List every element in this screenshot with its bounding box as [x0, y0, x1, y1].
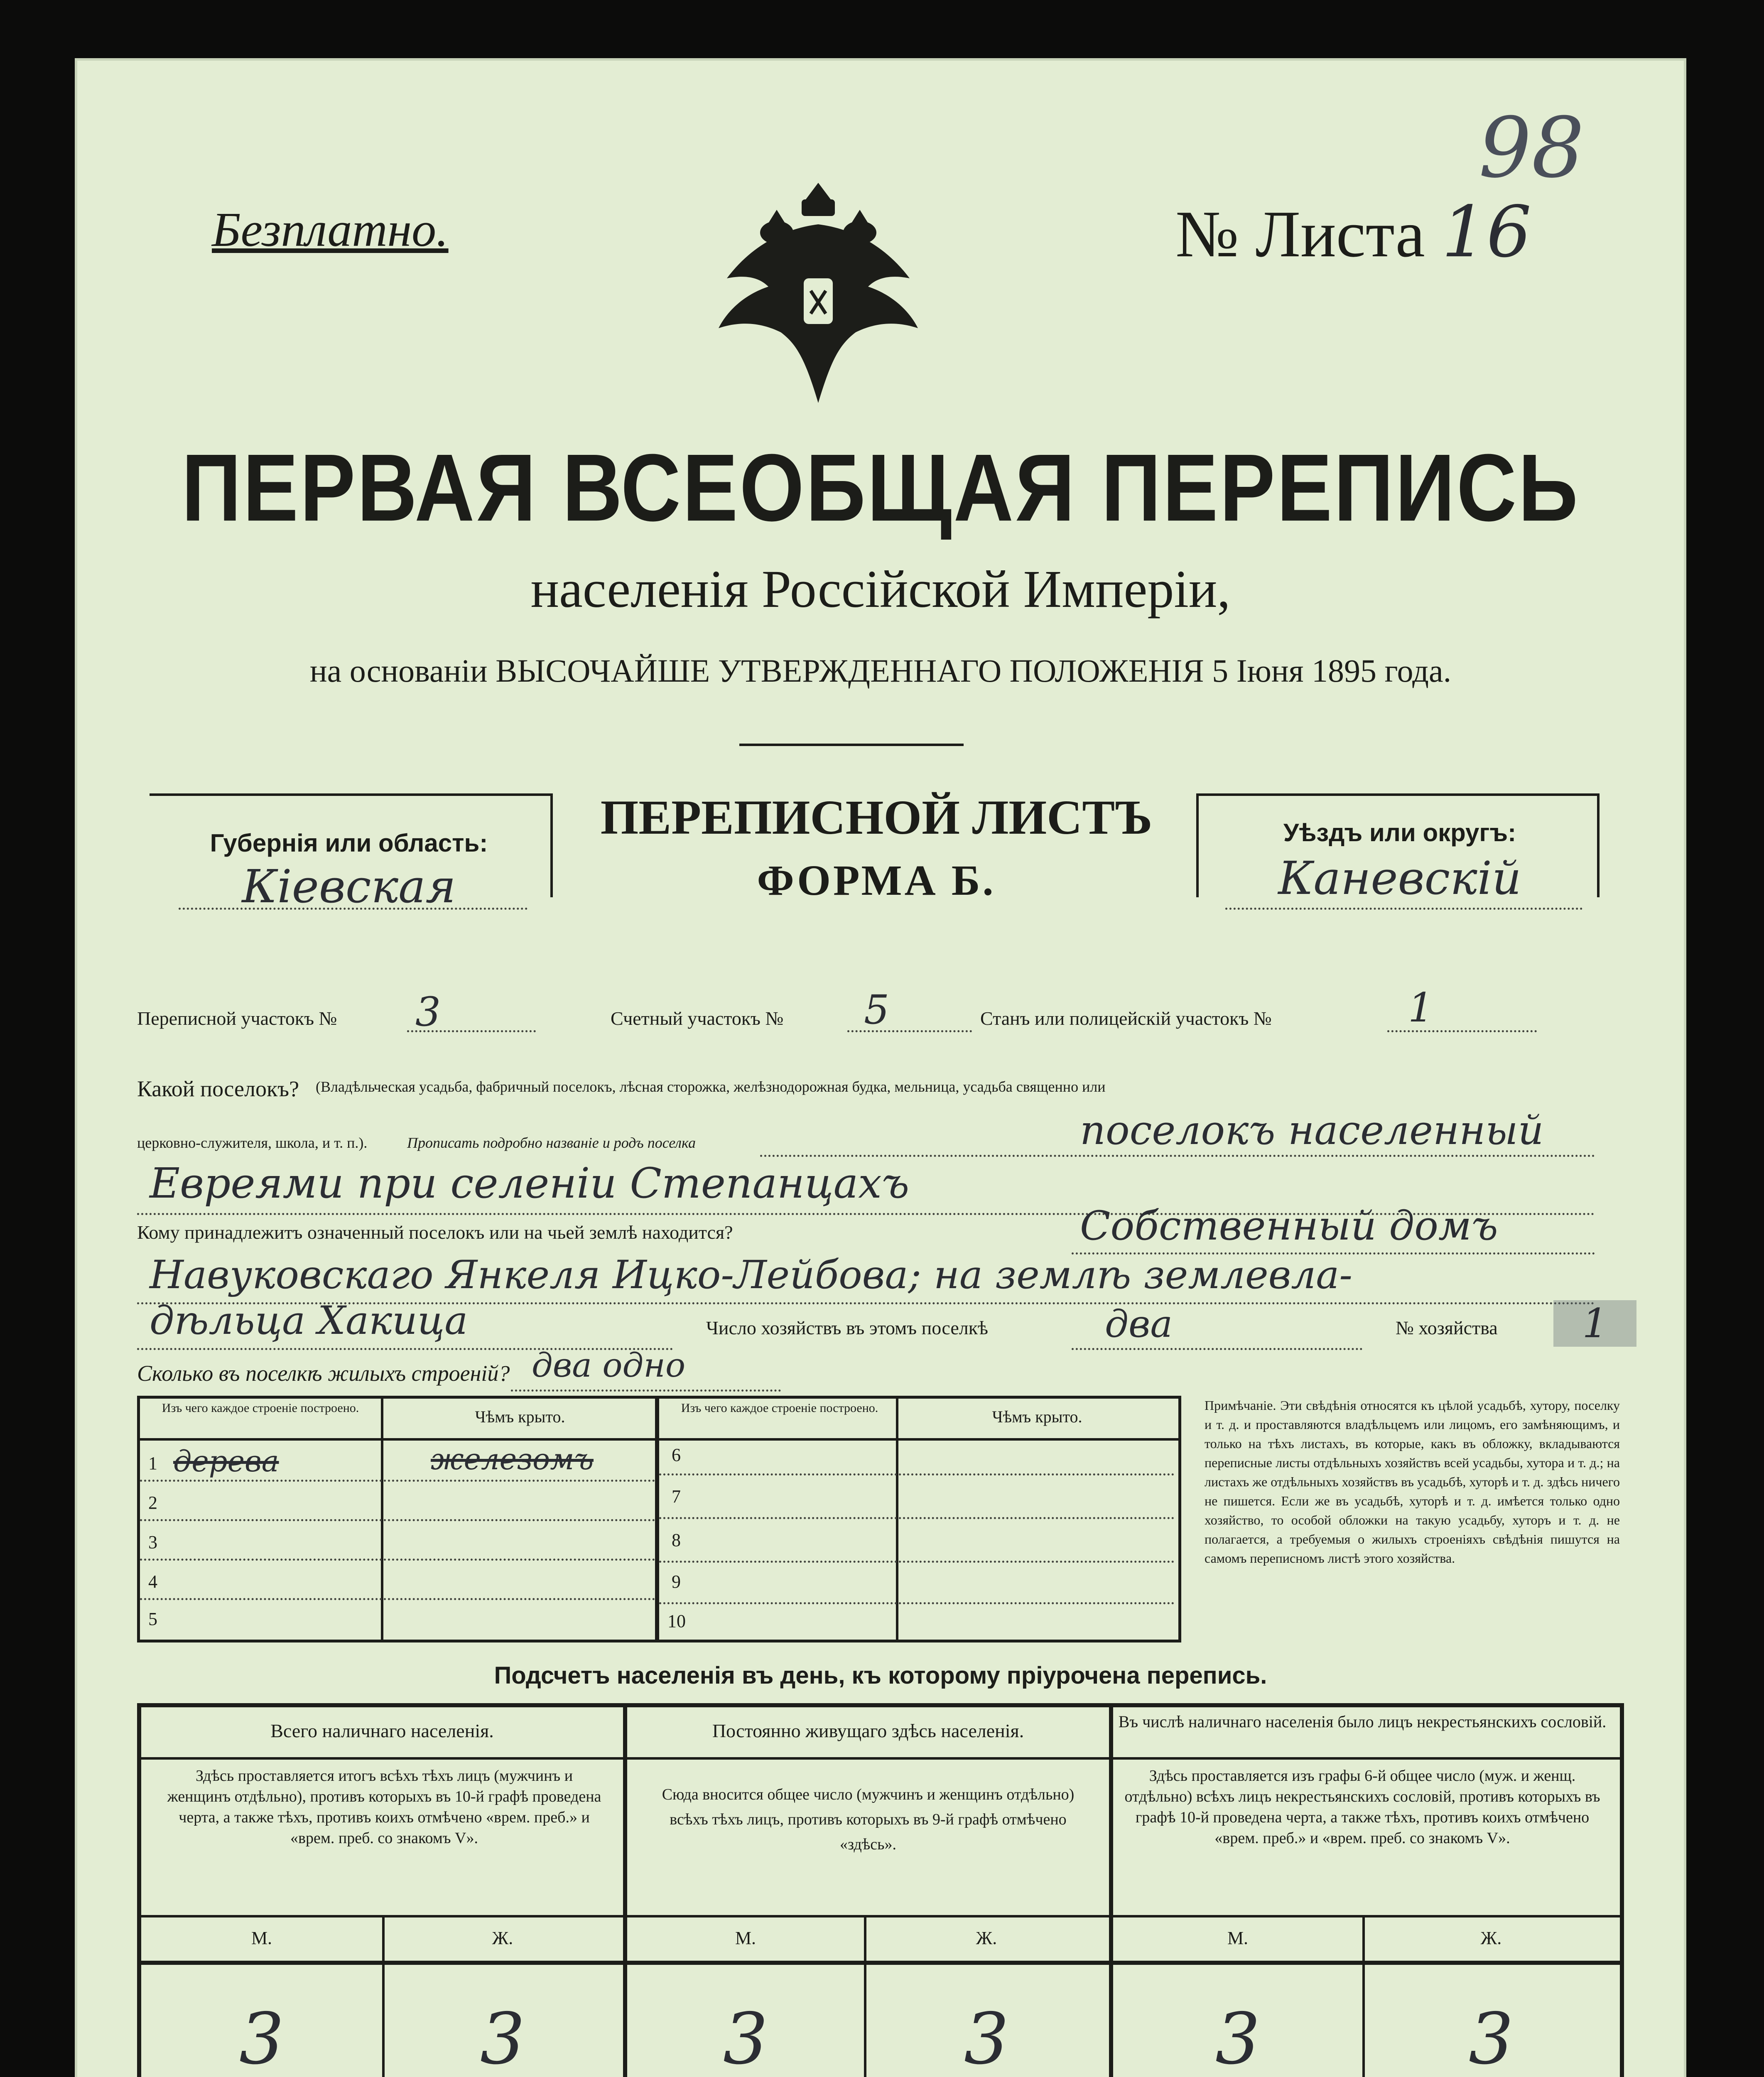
col-material-left: Изъ чего каждое строеніе построено. [162, 1401, 359, 1415]
row-number: 1 [148, 1453, 157, 1473]
count-title: Подсчетъ населенія въ день, къ которому пріурочена перепись. [494, 1662, 1267, 1689]
province-value: Кіевская [242, 860, 456, 913]
count-area-label: Счетный участокъ № [611, 1008, 784, 1029]
row-number: 8 [672, 1530, 681, 1550]
form-title: ПЕРЕПИСНОЙ ЛИСТЪ [600, 790, 1153, 845]
male-header: М. [251, 1928, 272, 1948]
note-text: Примѣчаніе. Эти свѣдѣнія относятся къ цѣлой усадьбѣ, хутору, поселку и т. д. и проставляются владѣльцемъ или лицомъ, его замѣняющимъ, и только на тѣхъ листахъ, въ которые, какъ въ обложку, вкладываются переписные листы отдѣльныхъ хозяйствъ всей усадьбы, хутора и т. д.; на листахъ же отдѣльныхъ хозяйствъ въ усадьбѣ, хуторѣ и т. д. здѣсь ничего не пишется. Если же въ усадьбѣ, хуторѣ и т. д. имѣется только одно хозяйство, то особой обложки на такую усадьбу, хуторъ и т. д. не полагается, а требуемыя о жилыхъ строеніяхъ свѣдѣнія пишутся на самомъ переписномъ листѣ этого хозяйства. [1205, 1398, 1620, 1566]
archive-number: 98 [1479, 100, 1585, 196]
count-area-value: 5 [864, 987, 890, 1033]
buildings-label: Сколько въ поселкѣ жилыхъ строеній? [137, 1361, 510, 1386]
sheet-number-label: № Листа 16 [1175, 191, 1532, 273]
settlement-hint-2: церковно-служителя, школа, и т. п.). [137, 1134, 368, 1151]
header-divider [739, 744, 964, 746]
female-header: Ж. [492, 1928, 513, 1948]
col-permanent-head: Постоянно живущаго здѣсь населенія. [712, 1720, 1024, 1741]
document-title: ПЕРВАЯ ВСЕОБЩАЯ ПЕРЕПИСЬ [182, 435, 1580, 541]
row-number: 3 [148, 1532, 157, 1552]
population-table [137, 1703, 1624, 2077]
male-header: М. [1227, 1928, 1249, 1948]
settlement-value-1: поселокъ населенный [1080, 1107, 1544, 1154]
households-value: два [1105, 1302, 1173, 1346]
male-header: М. [735, 1928, 756, 1948]
row-number: 6 [672, 1445, 681, 1465]
document-subtitle: населенія Россійской Имперіи, [530, 560, 1231, 619]
document-basis: на основаніи ВЫСОЧАЙШЕ УТВЕРЖДЕННАГО ПОЛОЖЕНІЯ 5 Іюня 1895 года. [309, 653, 1452, 689]
row1-material: дерева [173, 1444, 279, 1478]
col-roof-left: Чѣмъ крыто. [475, 1407, 565, 1426]
female-header: Ж. [976, 1928, 997, 1948]
household-number-label: № хозяйства [1396, 1317, 1498, 1338]
total-female-value: 3 [480, 1998, 525, 2077]
owner-label: Кому принадлежитъ означенный поселокъ или на чьей землѣ находится? [137, 1222, 733, 1243]
coat-of-arms-icon [702, 170, 935, 420]
col-material-right: Изъ чего каждое строеніе построено. [681, 1401, 878, 1415]
sheet-number-value: 16 [1441, 191, 1532, 273]
row-number: 4 [148, 1571, 157, 1592]
col-total-desc: Здѣсь проставляется итогъ всѣхъ тѣхъ лицъ (мужчинъ и женщинъ отдѣльно), противъ которыхъ въ 10-й графѣ проведена черта, а также тѣхъ, противъ коихъ отмѣчено «врем. преб.» и «врем. преб. со знакомъ V». [167, 1767, 601, 1847]
settlement-value-2: Евреями при селеніи Степанцахъ [150, 1159, 910, 1208]
col-nonpeasant-head: Въ числѣ наличнаго населенія было лицъ некрестьянскихъ сословій. [1118, 1712, 1607, 1731]
settlement-label: Какой поселокъ? [137, 1076, 299, 1101]
row-number: 7 [672, 1486, 681, 1507]
police-area-label: Станъ или полицейскій участокъ № [980, 1008, 1272, 1029]
col-roof-right: Чѣмъ крыто. [992, 1407, 1082, 1426]
price-label: Безплатно. [212, 202, 449, 257]
owner-value-1: Собственный домъ [1080, 1203, 1498, 1249]
settlement-hint: (Владѣльческая усадьба, фабричный поселокъ, лѣсная сторожка, желѣзнодорожная будка, мельница, усадьба священно или [316, 1078, 1106, 1095]
female-header: Ж. [1480, 1928, 1502, 1948]
household-number-value: 1 [1553, 1300, 1636, 1347]
nonpeasant-female-value: 3 [1468, 1998, 1514, 2077]
buildings-value: два одно [532, 1346, 686, 1385]
district-label: Уѣздъ или округъ: [1283, 819, 1516, 847]
owner-value-2: Навуковскаго Янкеля Ицко-Лейбова; на землѣ землевла- [150, 1252, 1353, 1298]
col-nonpeasant-desc: Здѣсь проставляется изъ графы 6-й общее число (муж. и женщ. отдѣльно) всѣхъ лицъ некрестьянскихъ сословій, противъ которыхъ въ графѣ 10-й проведена черта, а также тѣхъ, противъ коихъ отмѣчено «врем. преб.» и «врем. преб. со знакомъ V». [1124, 1767, 1600, 1847]
form-left-rule [150, 793, 552, 796]
district-value: Каневскій [1278, 852, 1521, 905]
census-sheet [75, 58, 1686, 2077]
form-right-rule [1196, 793, 1599, 796]
census-area-value: 3 [415, 989, 441, 1035]
permanent-male-value: 3 [723, 1998, 768, 2077]
total-male-value: 3 [239, 1998, 285, 2077]
row-number: 10 [667, 1611, 686, 1631]
col-total-head: Всего наличнаго населенія. [270, 1720, 494, 1741]
settlement-hint-italic: Прописать подробно названіе и родъ поселка [407, 1134, 696, 1151]
census-area-label: Переписной участокъ № [137, 1008, 337, 1029]
row1-roof: железомъ [431, 1442, 594, 1476]
form-number: ФОРМА Б. [757, 857, 996, 904]
row-number: 5 [148, 1609, 157, 1629]
col-permanent-desc: Сюда вносится общее число (мужчинъ и женщинъ отдѣльно) всѣхъ тѣхъ лицъ, противъ которыхъ въ 9-й графѣ отмѣчено «здѣсь». [662, 1786, 1075, 1853]
police-area-value: 1 [1408, 984, 1434, 1031]
row-number: 9 [672, 1571, 681, 1592]
households-label: Число хозяйствъ въ этомъ поселкѣ [706, 1317, 989, 1338]
buildings-table [137, 1396, 1181, 1642]
permanent-female-value: 3 [964, 1998, 1009, 2077]
nonpeasant-male-value: 3 [1215, 1998, 1261, 2077]
owner-value-3: дѣльца Хакица [150, 1298, 468, 1343]
row-number: 2 [148, 1493, 157, 1513]
province-label: Губернія или область: [210, 829, 488, 857]
